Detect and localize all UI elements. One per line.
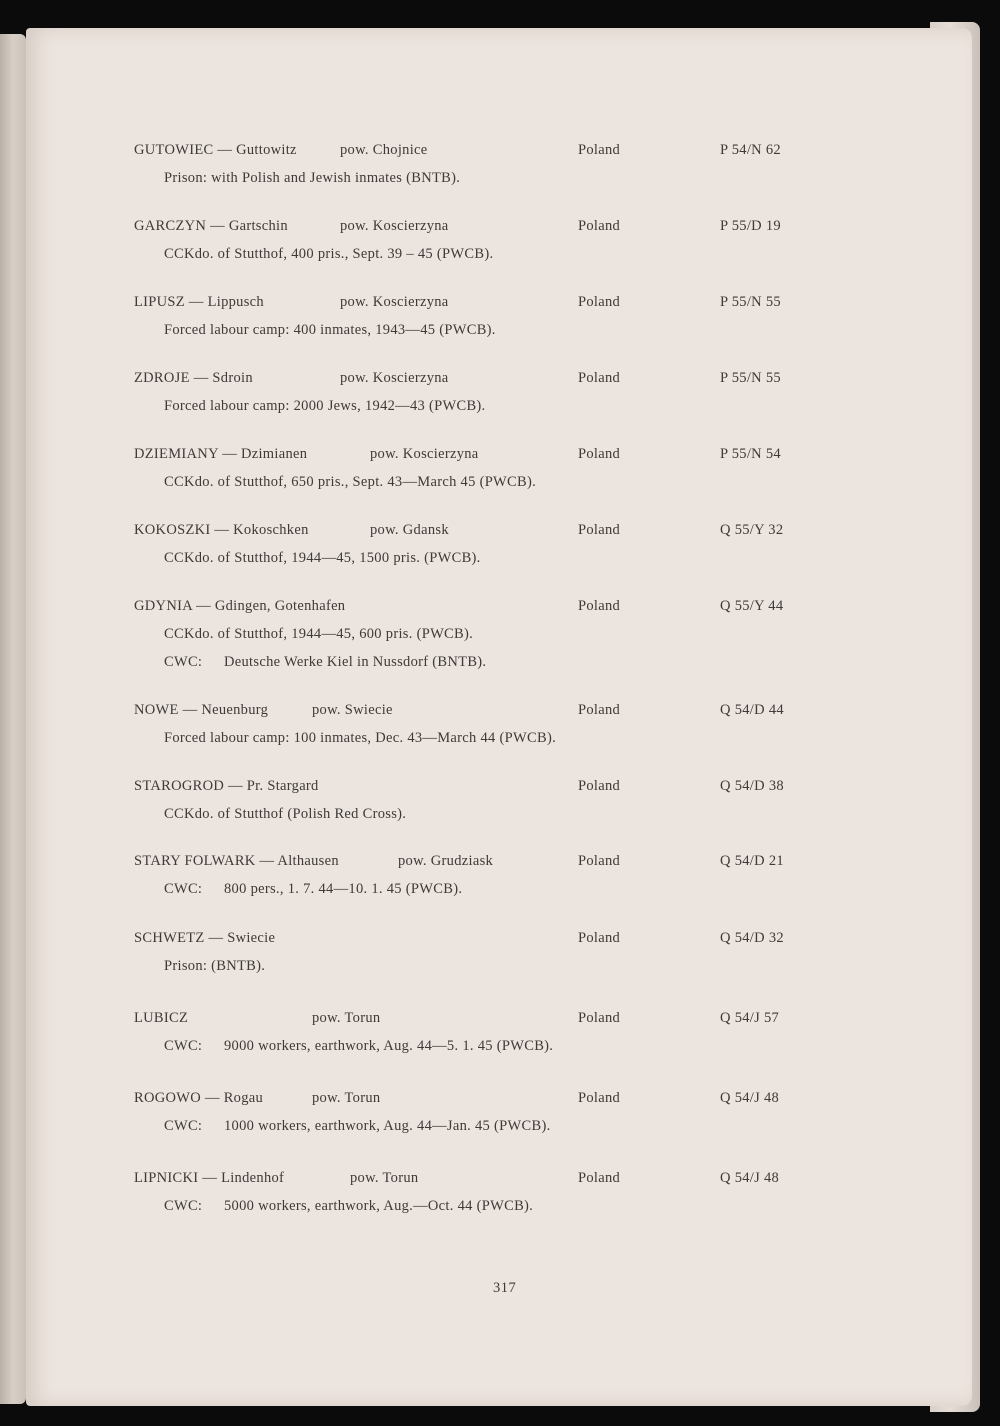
- entry-heading: [26, 446, 972, 468]
- entry-heading: [26, 1010, 972, 1032]
- detail-text: 5000 workers, earthwork, Aug.—Oct. 44 (PWCB).: [224, 1198, 534, 1214]
- district: pow. Koscierzyna: [340, 218, 449, 234]
- place-name: GDYNIA — Gdingen, Gotenhafen: [134, 598, 346, 614]
- detail-text: Deutsche Werke Kiel in Nussdorf (BNTB).: [224, 654, 487, 670]
- district: pow. Koscierzyna: [370, 446, 479, 462]
- entry-detail: [164, 654, 486, 671]
- country: Poland: [578, 778, 621, 794]
- country: Poland: [578, 522, 621, 538]
- entry-heading: [26, 1170, 972, 1192]
- place-name: LUBICZ: [134, 1010, 189, 1026]
- detail-text: CCKdo. of Stutthof, 400 pris., Sept. 39 – 45 (PWCB).: [164, 246, 494, 262]
- entry: [26, 778, 972, 822]
- entry-detail: [164, 1198, 533, 1215]
- entry-detail: [164, 1038, 553, 1055]
- entry: [26, 1010, 972, 1054]
- map-reference: Q 54/J 48: [720, 1170, 780, 1186]
- detail-text: Forced labour camp: 2000 Jews, 1942—43 (PWCB).: [164, 398, 486, 414]
- country: Poland: [578, 142, 621, 158]
- detail-text: 800 pers., 1. 7. 44—10. 1. 45 (PWCB).: [224, 881, 463, 897]
- district: pow. Grudziask: [398, 853, 494, 869]
- detail-label: CWC:: [164, 1198, 203, 1214]
- map-reference: Q 54/D 44: [720, 702, 784, 718]
- detail-label: CWC:: [164, 1038, 203, 1054]
- place-name: SCHWETZ — Swiecie: [134, 930, 276, 946]
- country: Poland: [578, 853, 621, 869]
- place-name: NOWE — Neuenburg: [134, 702, 269, 718]
- map-reference: Q 54/D 32: [720, 930, 784, 946]
- page-number: 317: [493, 1280, 517, 1296]
- detail-text: Prison: with Polish and Jewish inmates (BNTB).: [164, 170, 461, 186]
- entry-detail: [164, 398, 485, 415]
- detail-text: 1000 workers, earthwork, Aug. 44—Jan. 45 (PWCB).: [224, 1118, 551, 1134]
- detail-text: CCKdo. of Stutthof, 1944—45, 600 pris. (PWCB).: [164, 626, 474, 642]
- map-reference: Q 54/J 48: [720, 1090, 780, 1106]
- country: Poland: [578, 702, 621, 718]
- entry-heading: [26, 522, 972, 544]
- page: [26, 28, 972, 1406]
- place-name: GUTOWIEC — Guttowitz: [134, 142, 297, 158]
- entry-detail: [164, 474, 536, 491]
- entry-detail: [164, 550, 481, 567]
- entry-detail: [164, 806, 406, 823]
- country: Poland: [578, 1010, 621, 1026]
- entry: [26, 598, 972, 670]
- place-name: STARY FOLWARK — Althausen: [134, 853, 339, 869]
- detail-label: CWC:: [164, 881, 203, 897]
- place-name: LIPNICKI — Lindenhof: [134, 1170, 285, 1186]
- detail-text: CCKdo. of Stutthof, 650 pris., Sept. 43—March 45 (PWCB).: [164, 474, 537, 490]
- entry-heading: [26, 142, 972, 164]
- entry-heading: [26, 1090, 972, 1112]
- district: pow. Koscierzyna: [340, 294, 449, 310]
- country: Poland: [578, 446, 621, 462]
- entry: [26, 218, 972, 262]
- district: pow. Koscierzyna: [340, 370, 449, 386]
- district: pow. Torun: [350, 1170, 419, 1186]
- map-reference: Q 55/Y 44: [720, 598, 784, 614]
- map-reference: Q 54/D 38: [720, 778, 784, 794]
- district: pow. Swiecie: [312, 702, 393, 718]
- detail-text: Forced labour camp: 100 inmates, Dec. 43—March 44 (PWCB).: [164, 730, 556, 746]
- detail-text: CCKdo. of Stutthof (Polish Red Cross).: [164, 806, 407, 822]
- entry: [26, 853, 972, 897]
- map-reference: P 54/N 62: [720, 142, 781, 158]
- place-name: STAROGROD — Pr. Stargard: [134, 778, 319, 794]
- district: pow. Chojnice: [340, 142, 428, 158]
- place-name: DZIEMIANY — Dzimianen: [134, 446, 308, 462]
- entry-detail: [164, 170, 460, 187]
- entry-detail: [164, 958, 265, 975]
- entry: [26, 702, 972, 746]
- entry-detail: [164, 1118, 551, 1135]
- district: pow. Gdansk: [370, 522, 449, 538]
- country: Poland: [578, 598, 621, 614]
- map-reference: Q 54/J 57: [720, 1010, 780, 1026]
- entry: [26, 522, 972, 566]
- entry-detail: [164, 881, 462, 898]
- map-reference: Q 55/Y 32: [720, 522, 784, 538]
- country: Poland: [578, 294, 621, 310]
- place-name: GARCZYN — Gartschin: [134, 218, 288, 234]
- map-reference: P 55/N 55: [720, 370, 781, 386]
- country: Poland: [578, 930, 621, 946]
- entry-heading: [26, 598, 972, 620]
- entry-heading: [26, 370, 972, 392]
- entry: [26, 294, 972, 338]
- country: Poland: [578, 1170, 621, 1186]
- entry-heading: [26, 778, 972, 800]
- entry: [26, 370, 972, 414]
- district: pow. Torun: [312, 1010, 381, 1026]
- district: pow. Torun: [312, 1090, 381, 1106]
- entry: [26, 1170, 972, 1214]
- country: Poland: [578, 1090, 621, 1106]
- map-reference: Q 54/D 21: [720, 853, 784, 869]
- entry: [26, 142, 972, 186]
- detail-text: CCKdo. of Stutthof, 1944—45, 1500 pris. (PWCB).: [164, 550, 481, 566]
- place-name: KOKOSZKI — Kokoschken: [134, 522, 309, 538]
- detail-text: Prison: (BNTB).: [164, 958, 266, 974]
- detail-text: Forced labour camp: 400 inmates, 1943—45 (PWCB).: [164, 322, 496, 338]
- country: Poland: [578, 218, 621, 234]
- entry: [26, 1090, 972, 1134]
- entry: [26, 930, 972, 974]
- entry-heading: [26, 702, 972, 724]
- previous-page-edge: [0, 34, 26, 1404]
- detail-label: CWC:: [164, 654, 203, 670]
- country: Poland: [578, 370, 621, 386]
- entry-detail: [164, 730, 556, 747]
- entry-heading: [26, 218, 972, 240]
- entry-heading: [26, 930, 972, 952]
- entry-detail: [164, 322, 496, 339]
- entry-detail: [164, 246, 493, 263]
- entry-heading: [26, 294, 972, 316]
- map-reference: P 55/N 55: [720, 294, 781, 310]
- place-name: LIPUSZ — Lippusch: [134, 294, 264, 310]
- detail-label: CWC:: [164, 1118, 203, 1134]
- detail-text: 9000 workers, earthwork, Aug. 44—5. 1. 45 (PWCB).: [224, 1038, 554, 1054]
- entry-heading: [26, 853, 972, 875]
- map-reference: P 55/N 54: [720, 446, 781, 462]
- entry: [26, 446, 972, 490]
- place-name: ROGOWO — Rogau: [134, 1090, 264, 1106]
- map-reference: P 55/D 19: [720, 218, 781, 234]
- entry-detail: [164, 626, 473, 643]
- place-name: ZDROJE — Sdroin: [134, 370, 253, 386]
